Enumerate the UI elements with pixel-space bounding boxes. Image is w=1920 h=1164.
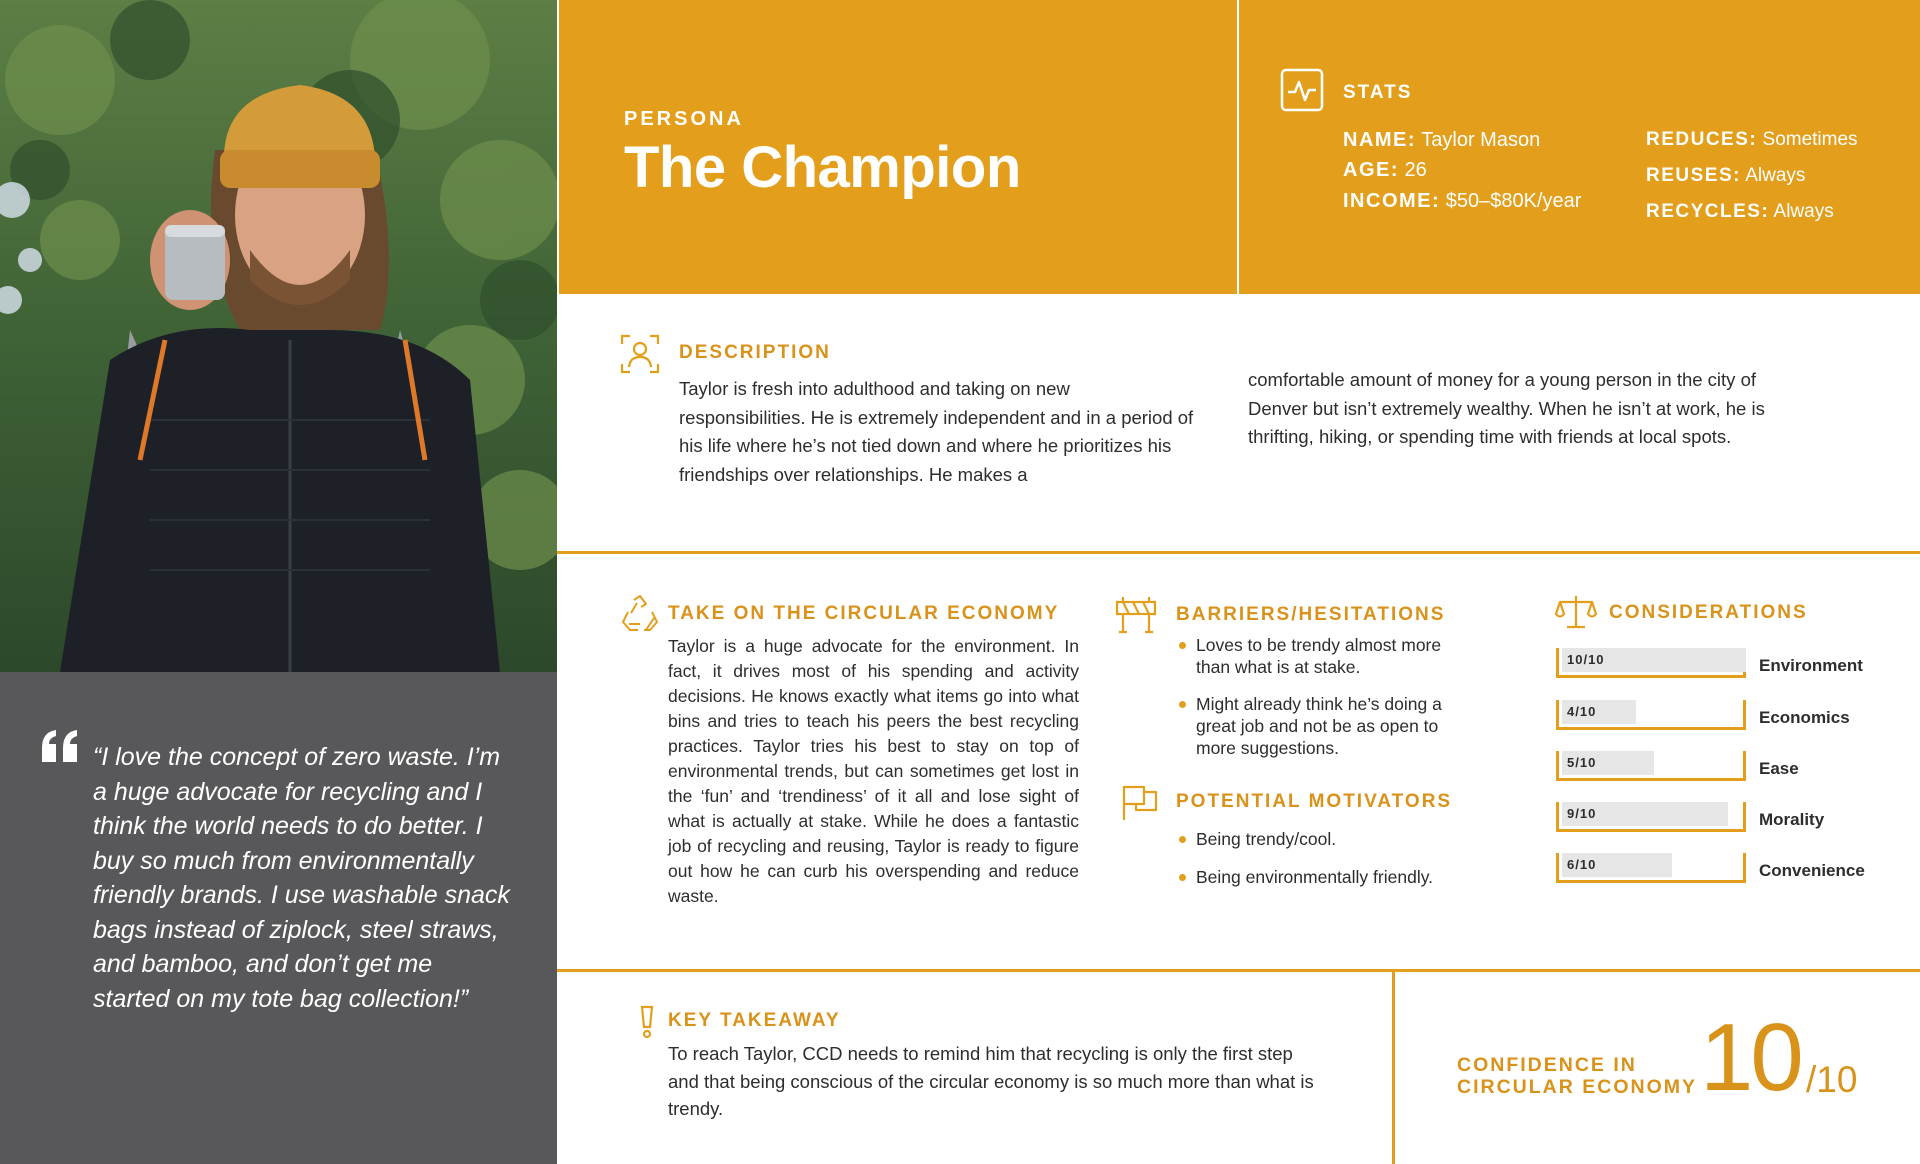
- confidence-value: 10: [1700, 1004, 1801, 1111]
- description-heading: DESCRIPTION: [679, 342, 831, 363]
- stat-reduces-key: REDUCES:: [1646, 129, 1758, 150]
- consideration-row: [1556, 700, 1896, 730]
- consideration-score: 5/10: [1567, 755, 1597, 770]
- motivator-item: Being trendy/cool.: [1176, 828, 1476, 850]
- takeaway-text: To reach Taylor, CCD needs to remind him that recycling is only the first step and that being conscious of the circular economy is so much more than what is trendy.: [668, 1043, 1314, 1119]
- consideration-score: 10/10: [1567, 652, 1605, 667]
- stat-reduces: [1646, 129, 1858, 151]
- consideration-label: Convenience: [1759, 861, 1865, 880]
- consideration-row: [1556, 802, 1896, 832]
- barrier-item: Might already think he’s doing a great job and not be as open to more suggestions.: [1176, 693, 1476, 759]
- description-col2: comfortable amount of money for a young person in the city of Denver but isn’t extremely wealthy. When he isn’t at work, he is thrifting, hiking, or spending time with friends at local spots.: [1248, 369, 1765, 447]
- consideration-score: 9/10: [1567, 806, 1597, 821]
- consideration-row: [1556, 853, 1896, 883]
- stat-age: [1343, 159, 1427, 182]
- consideration-score: 6/10: [1567, 857, 1597, 872]
- exclamation-icon: [640, 1005, 654, 1039]
- stat-name-key: NAME:: [1343, 129, 1417, 151]
- confidence-label: CONFIDENCE IN CIRCULAR ECONOMY: [1457, 1054, 1697, 1098]
- consideration-label: Ease: [1759, 759, 1799, 778]
- motivator-item: Being environmentally friendly.: [1176, 866, 1476, 888]
- flag-icon: [1120, 782, 1160, 822]
- motivators-list: [1176, 828, 1476, 903]
- recycle-icon: [620, 594, 660, 634]
- stat-income-value: $50–$80K/year: [1445, 190, 1582, 212]
- circular-text: Taylor is a huge advocate for the environment. In fact, it drives most of his spending and activity decisions. He knows exactly what items go into what bins and tries to teach his peers the best recycling practices. Taylor tries his best to stay on top of environmental trends, but can sometimes get lost in the ‘fun’ and ‘trendiness’ of it all and lose sight of what is actually at stake. While he does a fantastic job of recycling and reusing, Taylor is ready to figure out how he can curb his overspending and reduce waste.: [668, 636, 1079, 906]
- consideration-score: 4/10: [1567, 704, 1597, 719]
- stat-recycles-value: Always: [1773, 201, 1834, 222]
- stat-recycles-key: RECYCLES:: [1646, 201, 1770, 222]
- persona-quote: “I love the concept of zero waste. I’m a huge advocate for recycling and I think the world needs to do better. I buy so much from environmentally friendly brands. I use washable snack bags instead of ziplock, steel straws, and bamboo, and don’t get me started on my tote bag collection!”: [93, 743, 510, 1013]
- stat-age-key: AGE:: [1343, 159, 1399, 181]
- consideration-label: Environment: [1759, 656, 1863, 675]
- quote-mark-icon: [40, 728, 80, 764]
- divider-confidence: [1392, 971, 1395, 1164]
- consideration-label: Economics: [1759, 708, 1850, 727]
- barriers-heading: BARRIERS/HESITATIONS: [1176, 604, 1446, 625]
- persona-label: PERSONA: [624, 108, 744, 130]
- circular-heading: TAKE ON THE CIRCULAR ECONOMY: [668, 603, 1060, 624]
- divider-description: [557, 551, 1920, 554]
- divider-takeaway: [557, 969, 1920, 972]
- persona-title: The Champion: [624, 135, 1021, 200]
- stat-reuses-value: Always: [1745, 165, 1806, 186]
- barrier-icon: [1115, 594, 1157, 634]
- stats-heading: STATS: [1343, 82, 1413, 103]
- consideration-row: [1556, 751, 1896, 781]
- pulse-chart-icon: [1280, 68, 1324, 112]
- takeaway-heading: KEY TAKEAWAY: [668, 1010, 841, 1031]
- consideration-label: Morality: [1759, 810, 1825, 829]
- stat-reuses: [1646, 165, 1805, 187]
- person-scan-icon: [620, 334, 660, 374]
- description-col1: Taylor is fresh into adulthood and taking on new responsibilities. He is extremely independent and in a period of his life where he’s not tied down and where he prioritizes his friendships over relationships. He makes a: [679, 378, 1194, 485]
- stat-name: [1343, 129, 1540, 152]
- consideration-row: [1556, 648, 1896, 678]
- barrier-item: Loves to be trendy almost more than what is at stake.: [1176, 634, 1476, 678]
- considerations-heading: CONSIDERATIONS: [1609, 602, 1808, 623]
- stat-reuses-key: REUSES:: [1646, 165, 1741, 186]
- persona-photo: [0, 0, 557, 672]
- scales-icon: [1555, 594, 1597, 630]
- stat-recycles: [1646, 201, 1834, 223]
- motivators-heading: POTENTIAL MOTIVATORS: [1176, 791, 1453, 812]
- stat-income: [1343, 190, 1581, 213]
- stat-name-value: Taylor Mason: [1421, 129, 1541, 151]
- stat-age-value: 26: [1404, 159, 1427, 181]
- persona-photo-illustration: [0, 0, 557, 672]
- stat-income-key: INCOME:: [1343, 190, 1441, 212]
- confidence-denominator: /10: [1806, 1059, 1858, 1100]
- stat-reduces-value: Sometimes: [1762, 129, 1858, 150]
- barriers-list: [1176, 634, 1476, 774]
